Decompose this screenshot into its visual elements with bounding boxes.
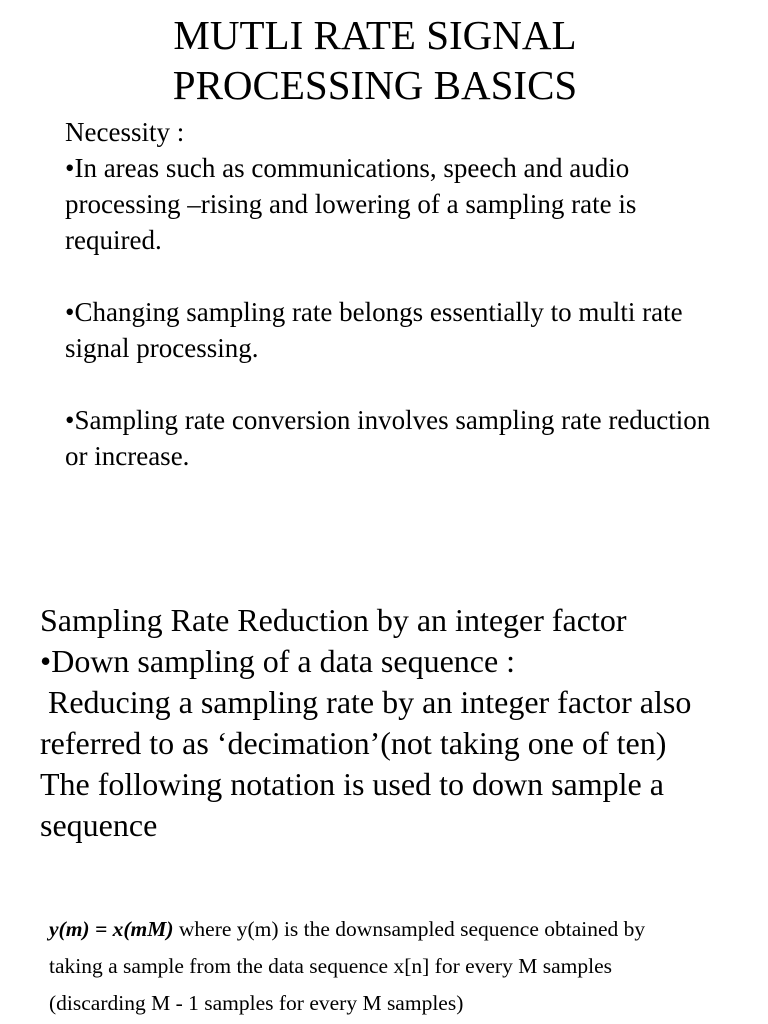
- necessity-section: [65, 114, 725, 474]
- necessity-bullet-3: [65, 402, 725, 474]
- formula-section: [49, 911, 749, 1022]
- formula-text-1: where y(m) is the downsampled sequence obtained by: [173, 917, 646, 941]
- spacer: [65, 258, 725, 294]
- formula-line-1: [49, 911, 749, 948]
- bullet-marker: •: [65, 405, 75, 435]
- reduction-heading: Sampling Rate Reduction by an integer factor: [40, 602, 627, 638]
- necessity-bullet-2: [65, 294, 725, 366]
- downsample-equation: y(m) = x(mM): [49, 917, 174, 941]
- necessity-bullet-1-text: In areas such as communications, speech and audio processing –rising and lowering of a sampling rate is required.: [65, 153, 637, 255]
- reduction-description: Reducing a sampling rate by an integer factor also referred to as ‘decimation’(not taking one of ten): [40, 684, 700, 761]
- reduction-section: [40, 600, 740, 846]
- necessity-bullet-2-text: Changing sampling rate belongs essentially to multi rate signal processing.: [65, 297, 683, 363]
- page-title-line-2: PROCESSING BASICS: [172, 62, 578, 108]
- bullet-marker: •: [65, 297, 75, 327]
- page-title-line-1: MUTLI RATE SIGNAL: [173, 12, 577, 58]
- bullet-marker: •: [40, 643, 52, 679]
- necessity-bullet-1: [65, 150, 725, 258]
- formula-line-2: taking a sample from the data sequence x[n] for every M samples: [49, 954, 612, 978]
- spacer: [65, 366, 725, 402]
- reduction-bullet: [40, 641, 740, 682]
- necessity-heading: Necessity :: [65, 117, 185, 147]
- formula-line-3: (discarding M - 1 samples for every M samples): [49, 991, 464, 1015]
- bullet-marker: •: [65, 153, 75, 183]
- page-title: [0, 10, 750, 110]
- necessity-bullet-3-text: Sampling rate conversion involves sampling rate reduction or increase.: [65, 405, 711, 471]
- reduction-bullet-text: Down sampling of a data sequence :: [51, 643, 516, 679]
- reduction-notation: The following notation is used to down sample a sequence: [40, 766, 664, 843]
